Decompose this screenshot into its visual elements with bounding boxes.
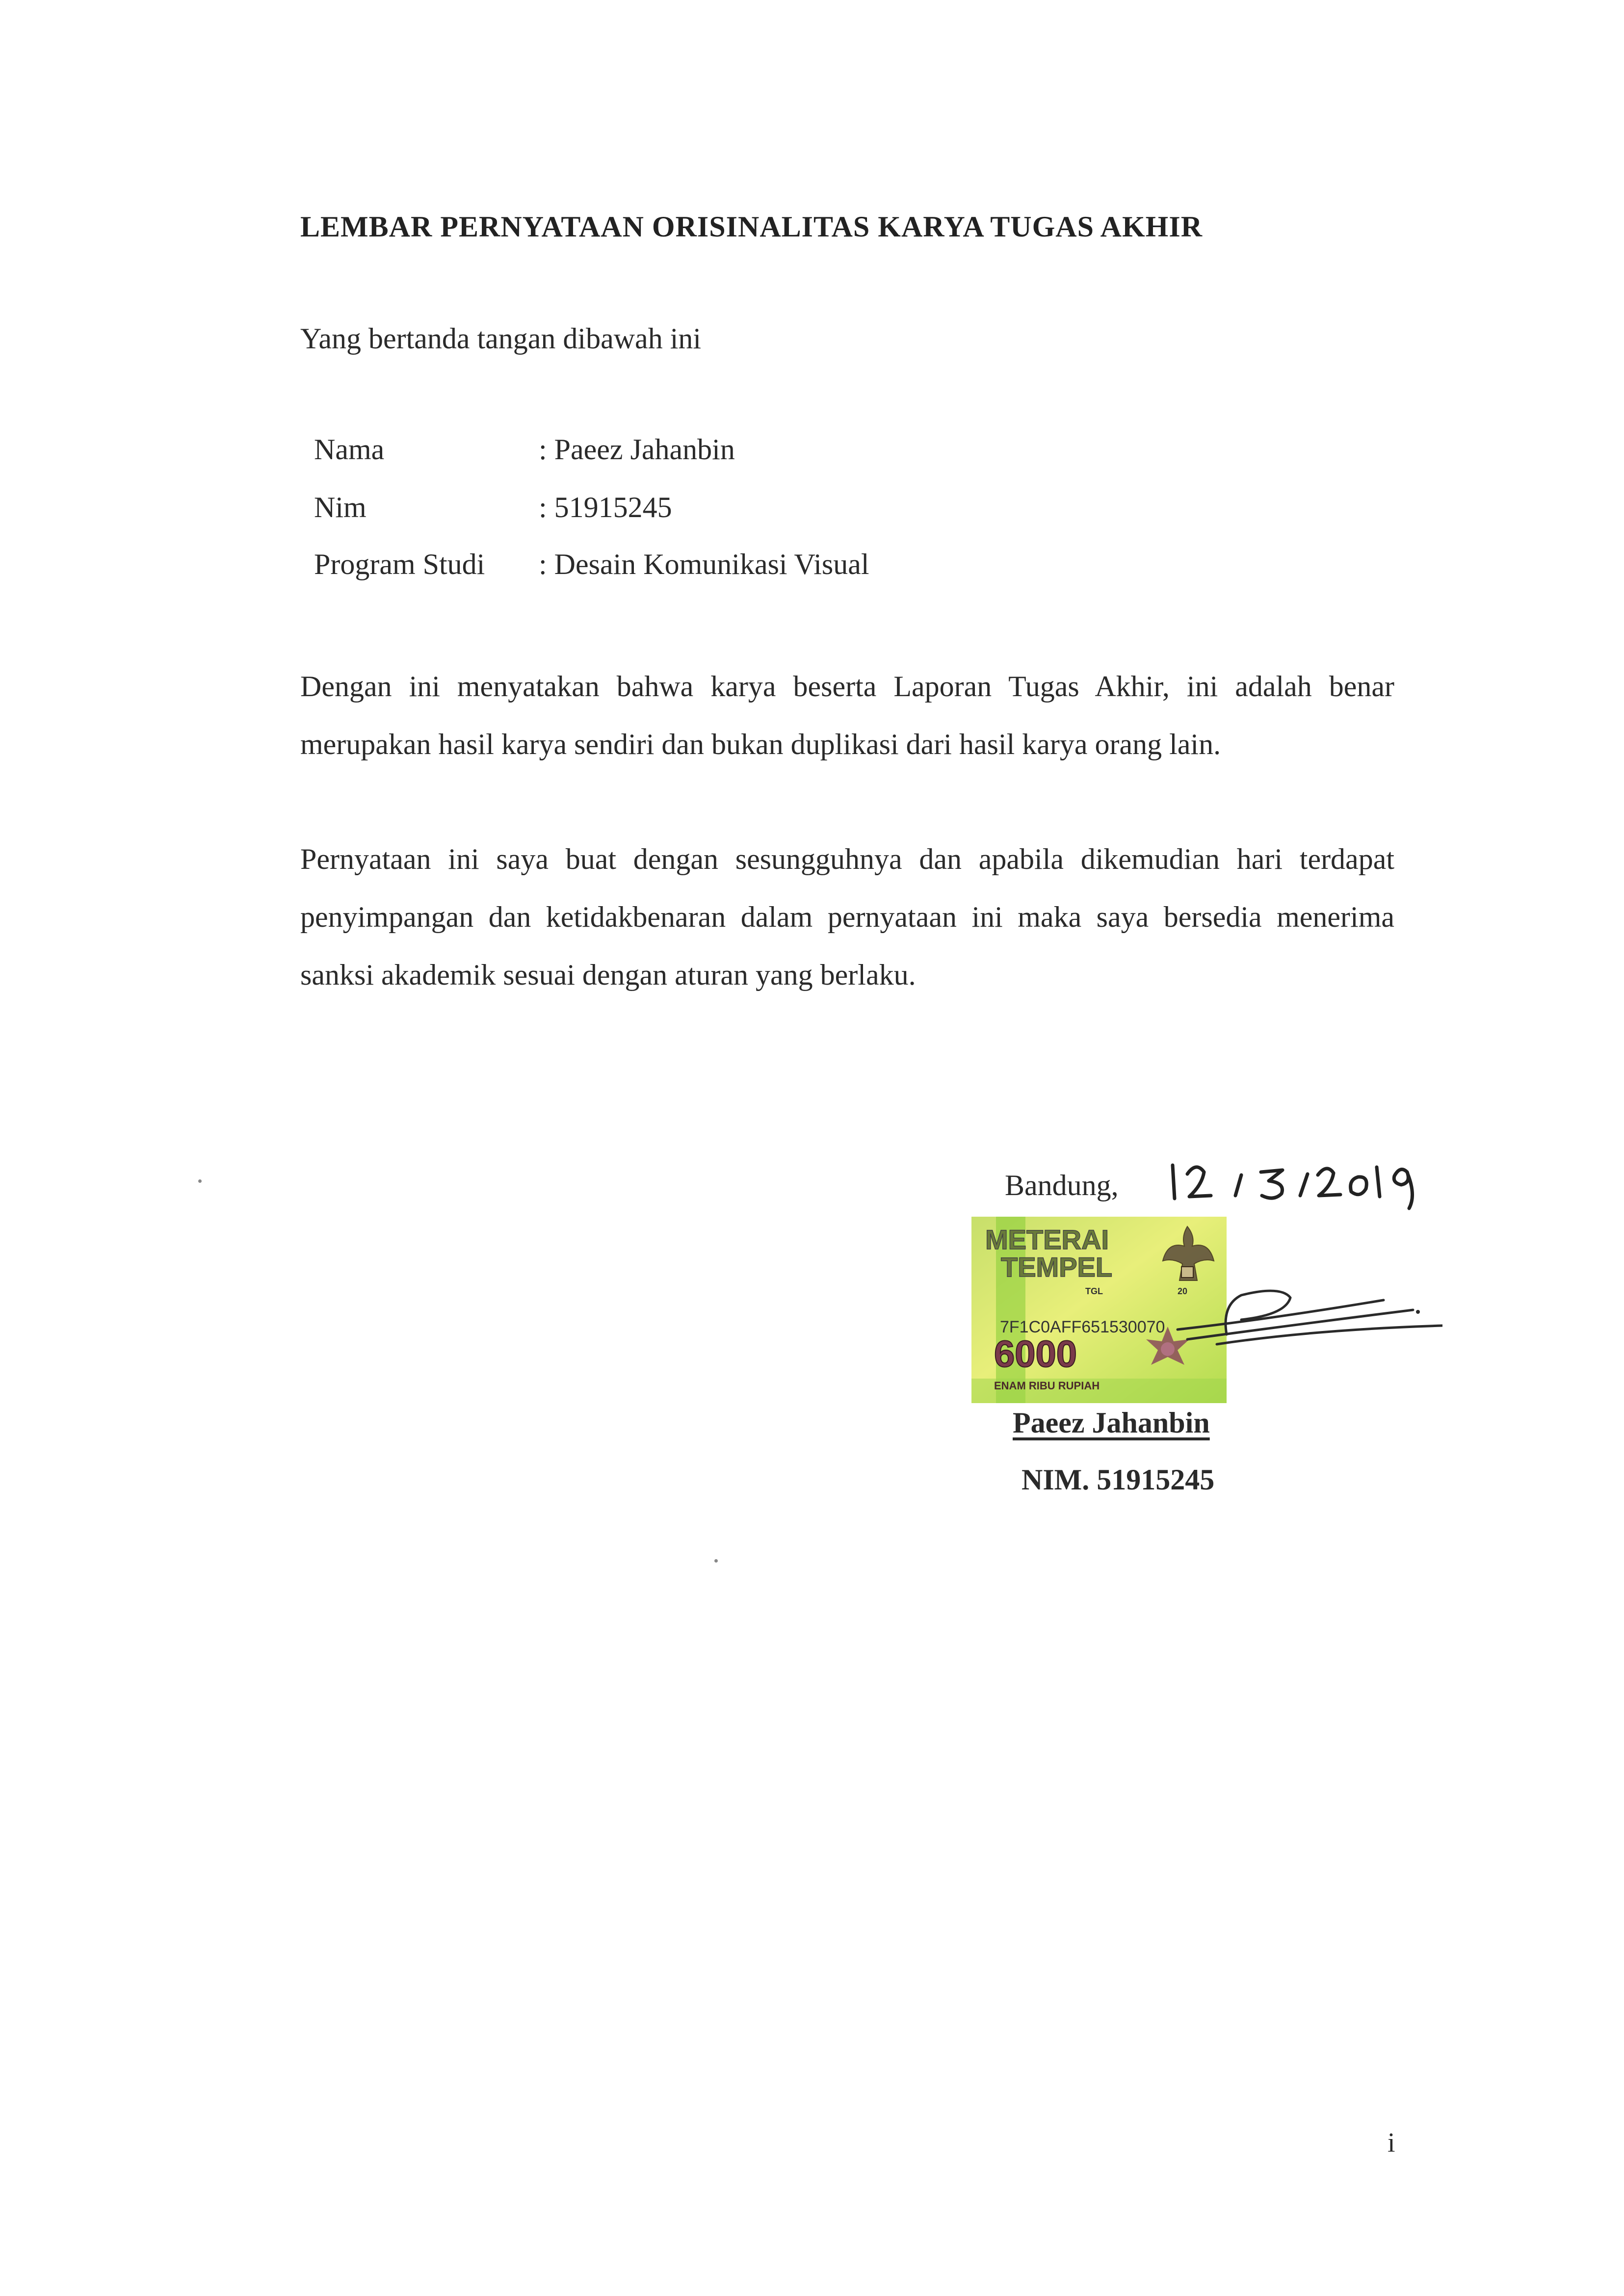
stamp-amount-words: ENAM RIBU RUPIAH (994, 1380, 1100, 1392)
intro-text: Yang bertanda tangan dibawah ini (300, 322, 702, 355)
document-title: LEMBAR PERNYATAAN ORISINALITAS KARYA TUGAS AKHIR (300, 210, 1203, 243)
field-value-nim: : 51915245 (539, 491, 672, 523)
field-value-nama: : Paeez Jahanbin (539, 433, 735, 466)
scan-speck (198, 1179, 202, 1183)
field-value-program-studi: : Desain Komunikasi Visual (539, 548, 869, 580)
statement-paragraph-1: Dengan ini menyatakan bahwa karya beserta Laporan Tugas Akhir, ini adalah benar merupakan hasil karya sendiri dan bukan duplikasi dari hasil karya orang lain. (300, 670, 1394, 760)
handwritten-date (1168, 1150, 1423, 1214)
field-label-nim: Nim (314, 491, 367, 523)
stamp-year-field: 20 (1178, 1286, 1188, 1296)
place-label: Bandung, (1005, 1169, 1119, 1201)
signer-nim: NIM. 51915245 (1022, 1463, 1215, 1496)
signer-name: Paeez Jahanbin (1013, 1407, 1210, 1439)
stamp-line1: METERAI (985, 1224, 1109, 1255)
stamp-line2: TEMPEL (1001, 1252, 1113, 1282)
field-label-nama: Nama (314, 433, 385, 466)
signature (1168, 1276, 1442, 1354)
stamp-tgl: TGL (1085, 1286, 1103, 1296)
page-number: i (1388, 2128, 1395, 2158)
scan-speck (714, 1559, 718, 1563)
field-label-program-studi: Program Studi (314, 548, 485, 580)
stamp-serial: 7F1C0AFF651530070 (1000, 1318, 1165, 1336)
stamp-amount: 6000 (994, 1333, 1077, 1375)
statement-paragraph-2: Pernyataan ini saya buat dengan sesungguhnya dan apabila dikemudian hari terdapat penyimpangan dan ketidakbenaran dalam pernyataan ini maka saya bersedia menerima sanksi akademik sesuai dengan aturan yang berlaku. (300, 843, 1394, 991)
